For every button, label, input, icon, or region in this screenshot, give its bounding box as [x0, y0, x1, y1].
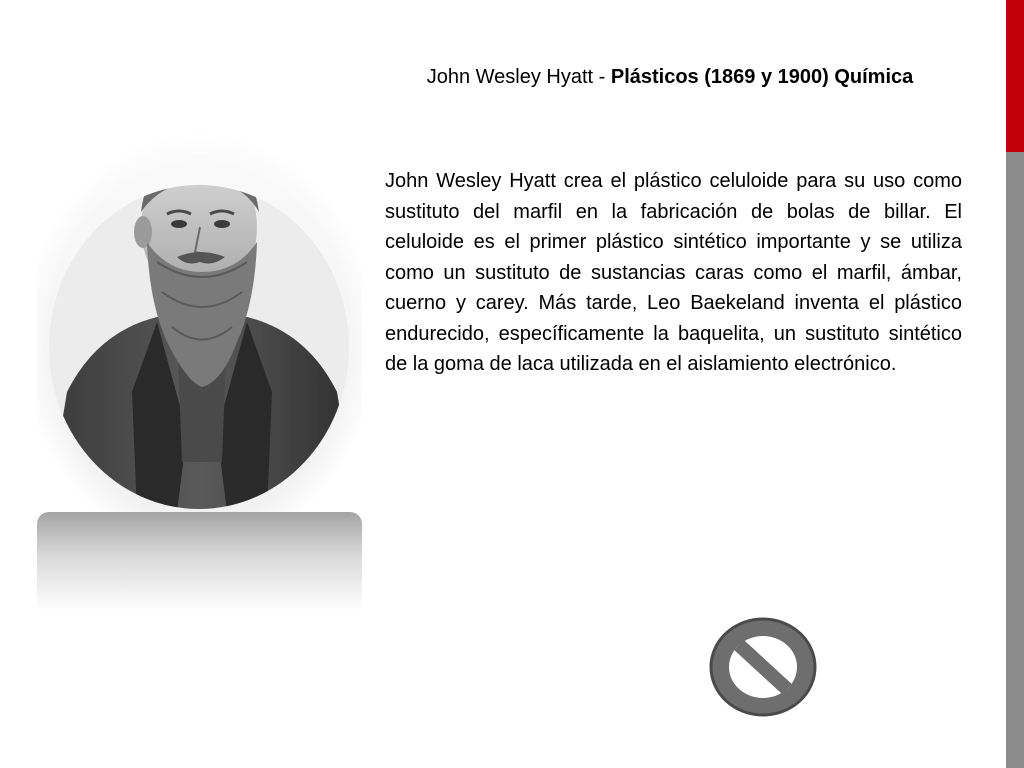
body-paragraph: John Wesley Hyatt crea el plástico celuloide para su uso como sustituto del marfil en la fabricación de bolas de billar. El celuloide es el primer plástico sintético importante y se utiliza como un sustituto de sustancias caras como el marfil, ámbar, cuerno y carey. Más tarde, Leo Baekeland inventa el plástico endurecido, específicamente la baquelita, un sustituto sintético de la goma de laca utilizada en el aislamiento electrónico.: [385, 170, 962, 375]
edge-bar: [1006, 0, 1024, 768]
portrait-engraving-icon: [37, 132, 362, 512]
portrait-reflection: [37, 512, 362, 612]
title-bold: Plásticos (1869 y 1900) Química: [610, 66, 914, 88]
prohibition-icon: [707, 615, 819, 719]
edge-accent: [1006, 0, 1024, 152]
title-normal: John Wesley Hyatt -: [426, 66, 611, 88]
portrait-image: [37, 132, 362, 512]
slide-title: [420, 62, 920, 92]
